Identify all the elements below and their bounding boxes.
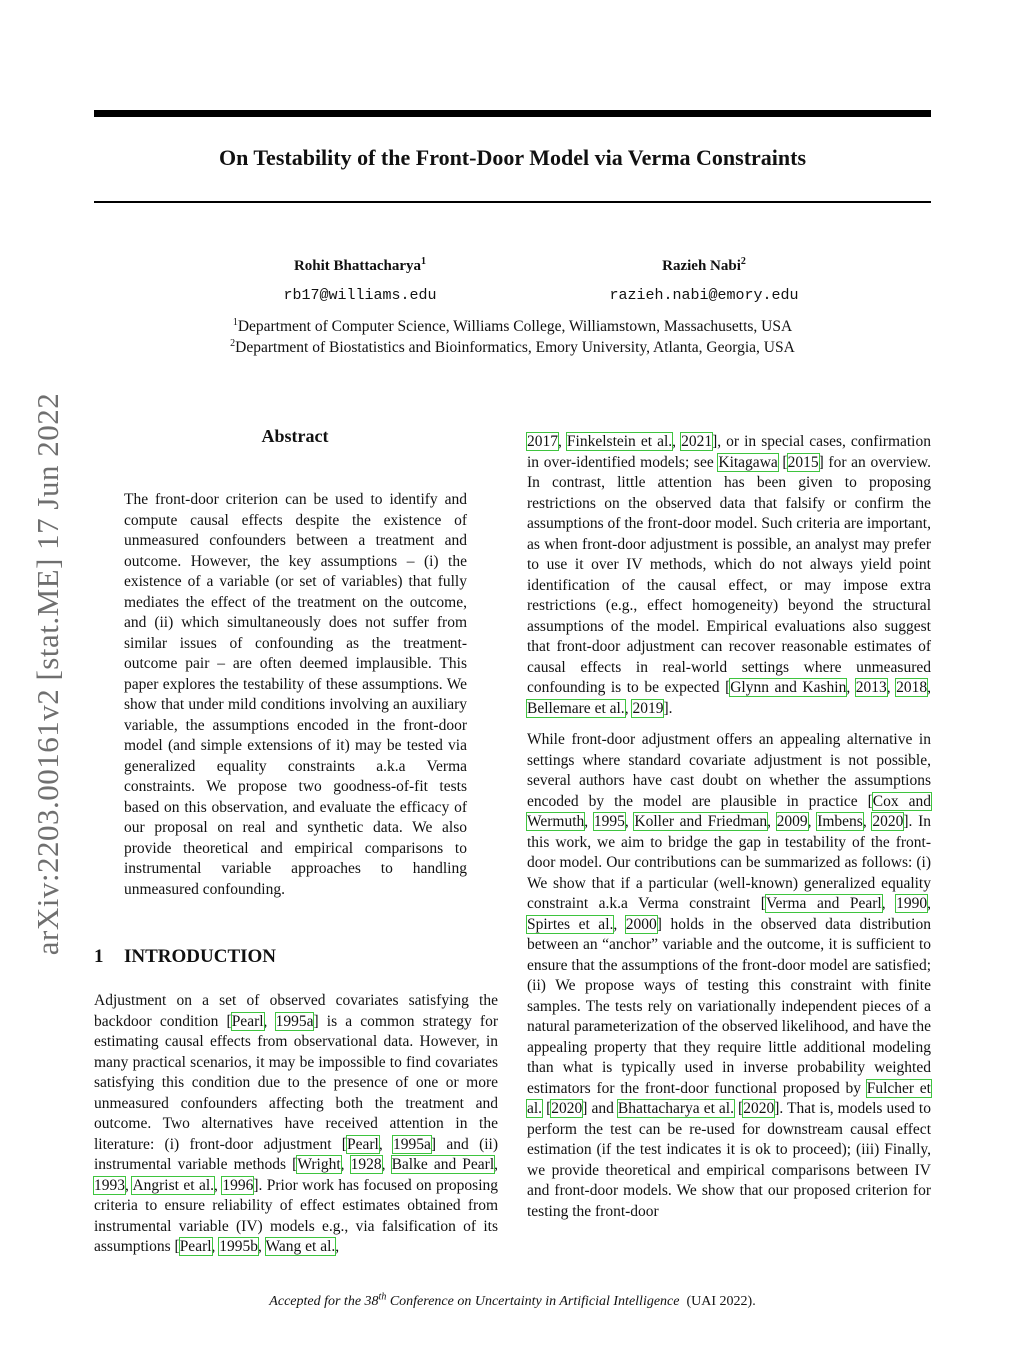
citation-link[interactable]: Pearl bbox=[231, 1012, 264, 1030]
citation-link[interactable]: Bhattacharya et al. bbox=[617, 1100, 734, 1117]
citation-link[interactable]: Wright bbox=[297, 1156, 341, 1173]
citation-link[interactable]: Balke and Pearl bbox=[391, 1156, 495, 1173]
citation-link[interactable]: Cox and Wermuth bbox=[527, 792, 931, 830]
abstract-heading: Abstract bbox=[261, 426, 329, 446]
top-rule bbox=[94, 110, 931, 117]
citation-link[interactable]: 2000 bbox=[625, 915, 657, 933]
citation-link[interactable]: 2021 bbox=[681, 433, 713, 450]
paper-title: On Testability of the Front-Door Model via Verma Constraints bbox=[218, 145, 807, 170]
citation-link[interactable]: Verma and Pearl bbox=[765, 895, 882, 912]
section-heading: 1 INTRODUCTION bbox=[94, 946, 277, 967]
citation-link[interactable]: 1995b bbox=[219, 1238, 259, 1255]
author-email: razieh.nabi@emory.edu bbox=[609, 287, 799, 304]
citation-link[interactable]: 2013 bbox=[855, 679, 887, 696]
intro-left-paragraph: Adjustment on a set of observed covariates satisfying the backdoor condition [Pearl, 1995a] is a common strategy for estimating causal effects from observational data. However, in many practical scenarios, it may be impossible to find covariates satisfying this condition due to the presence of one or more unmeasured confounders affecting both the treatment and outcome. Two alternatives have received attention in the literature: (i) front-door adjustment [Pearl, 1995a] and (ii) instrumental variable methods [Wright, 1928, Balke and Pearl, 1993, Angrist et al., 1996]. Prior work has focused on proposing criteria to ensure reliability of effect estimates obtained from instrumental variable (IV) models e.g., via falsification of its assumptions [Pearl, 1995b, Wang et al., bbox=[94, 992, 499, 1255]
citation-link[interactable]: 2019 bbox=[632, 699, 664, 717]
title-rule bbox=[94, 201, 931, 203]
citation-link[interactable]: 1990 bbox=[896, 895, 928, 912]
author-name: Razieh Nabi$^2$ bbox=[662, 256, 746, 274]
citation-link[interactable]: Angrist et al. bbox=[132, 1176, 215, 1194]
citation-link[interactable]: 2020 bbox=[872, 813, 904, 830]
citation-link[interactable]: Spirtes et al. bbox=[527, 915, 614, 933]
citation-link[interactable]: 1995a bbox=[275, 1012, 314, 1030]
author-block-1 bbox=[230, 256, 490, 306]
affiliation-2: $^2$Department of Biostatistics and Bioinformatics, Emory University, Atlanta, Georgia, USA bbox=[230, 337, 795, 356]
citation-link[interactable]: Pearl bbox=[179, 1238, 212, 1255]
citation-link[interactable]: 1995a bbox=[393, 1135, 431, 1153]
citation-link[interactable]: 1996 bbox=[222, 1176, 254, 1194]
citation-link[interactable]: 1993 bbox=[94, 1176, 125, 1194]
intro-right-paragraph-2: While front-door adjustment offers an appealing alternative in settings where standard covariate adjustment is not possible, several authors have cast doubt on whether the assumptions encoded by the model are plausible in practice [Cox and Wermuth, 1995, Koller and Friedman, 2009, Imbens, 2020]. In this work, we aim to bridge the gap in testability of the front-door model. Our contributions can be summarized as follows: (i) We show that if a particular (well-known) generalized equality constraint a.k.a Verma constraint [Verma and Pearl, 1990, Spirtes et al., 2000] holds in the observed data distribution between an “anchor” variable and the outcome, it is sufficient to ensure that the assumptions of the front-door model are satisfied; (ii) We propose ways of testing this constraint with finite samples. The tests rely on variationally independent pieces of a natural parameterization of the observed likelihood, and have the appealing property that they require little additional modeling than what is typically used in inverse probability weighted estimators for the front-door functional proposed by Fulcher et al. [2020] and Bhattacharya et al. [2020]. That is, models used to perform the test can be re-used for downstream causal effect estimation (if the test indicates it is ok to proceed); (iii) Finally, we provide theoretical and empirical comparisons between IV and front-door models. We show that our proposed criterion for testing the front-door bbox=[527, 731, 932, 1220]
citation-link[interactable]: 2020 bbox=[551, 1100, 583, 1117]
citation-link[interactable]: Finkelstein et al. bbox=[566, 433, 673, 450]
citation-link[interactable]: 1995 bbox=[593, 813, 625, 830]
citation-link[interactable]: 2015 bbox=[787, 453, 819, 471]
citation-link[interactable]: 2018 bbox=[896, 679, 928, 696]
intro-right-paragraph-1: 2017, Finkelstein et al., 2021], or in special cases, confirmation in over-identified models; see Kitagawa [2015] for an overview. In contrast, little attention has been given to proposing restrictions on the observed data that falsify or confirm the assumptions of the front-door model. Such criteria are important, as when front-door adjustment is possible, an analyst may prefer to use it over IV methods, which do not always yield point identification of the causal effect, or may impose extra restrictions (e.g., effect homogeneity) beyond the structural assumptions of the model. Empirical evaluations also suggest that front-door adjustment can recover reasonable estimates of causal effects in real-world settings where unmeasured confounding is to be expected [Glynn and Kashin, 2013, 2018, Bellemare et al., 2019]. bbox=[527, 433, 932, 717]
citation-link[interactable]: 1928 bbox=[350, 1156, 382, 1173]
citation-link[interactable]: 2020 bbox=[743, 1100, 775, 1117]
citation-link[interactable]: Imbens bbox=[817, 813, 863, 830]
citation-link[interactable]: Koller and Friedman bbox=[634, 813, 768, 830]
citation-link[interactable]: 2009 bbox=[776, 813, 808, 830]
abstract-text: The front-door criterion can be used to identify and compute causal effects despite the existence of unmeasured confounders between a treatment and outcome. However, the key assumptions – (i) the existence of a variable (or set of variables) that fully mediates the effect of the treatment on the outcome, and (ii) which simultaneously does not suffer from similar issues of confounding as the treatment-outcome pair – are often deemed implausible. This paper explores the testability of these assumptions. We show that under mild conditions involving an auxiliary variable, the assumptions encoded in the front-door model (and simple extensions of it) may be tested via generalized equality constraints a.k.a Verma constraints. We propose two goodness-of-fit tests based on this observation, and evaluate the efficacy of our proposal on real and synthetic data. We also provide theoretical and empirical comparisons to instrumental variable approaches to handling unmeasured confounding. bbox=[124, 491, 467, 898]
citation-link[interactable]: Fulcher et al. bbox=[527, 1079, 931, 1117]
citation-link[interactable]: Wang et al. bbox=[265, 1238, 336, 1255]
arxiv-identifier: arXiv:2203.00161v2 [stat.ME] 17 Jun 2022 bbox=[30, 392, 65, 956]
citation-link[interactable]: Bellemare et al. bbox=[527, 699, 625, 717]
author-email: rb17@williams.edu bbox=[283, 287, 437, 304]
author-block-2 bbox=[574, 256, 834, 306]
citation-link[interactable]: Glynn and Kashin bbox=[730, 679, 847, 696]
conference-footer: Accepted for the 38th Conference on Uncertainty in Artificial Intelligence (UAI 2022). bbox=[269, 1291, 756, 1309]
citation-link[interactable]: Kitagawa bbox=[718, 453, 778, 471]
affiliation-1: $^1$Department of Computer Science, Williams College, Williamstown, Massachusetts, USA bbox=[232, 316, 793, 335]
citation-link[interactable]: Pearl bbox=[346, 1135, 379, 1153]
citation-link[interactable]: 2017 bbox=[527, 433, 558, 450]
author-name: Rohit Bhattacharya$^1$ bbox=[293, 256, 427, 274]
